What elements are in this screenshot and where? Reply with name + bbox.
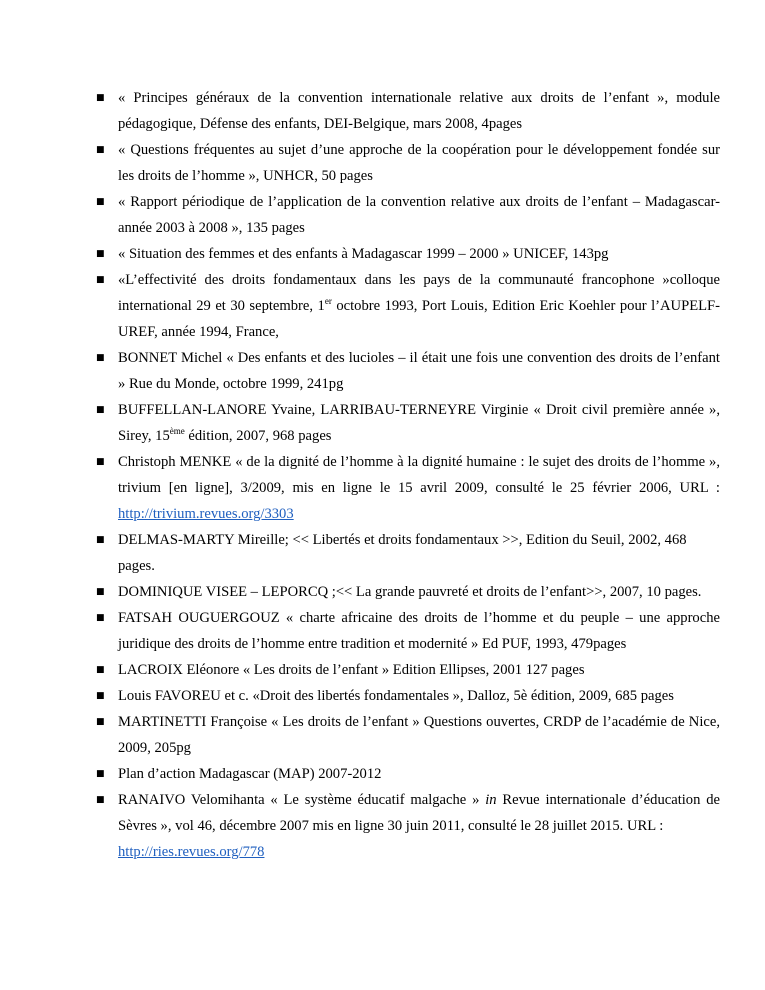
square-bullet-icon: ■	[96, 535, 105, 545]
square-bullet-icon: ■	[96, 353, 105, 363]
square-bullet-icon: ■	[96, 275, 105, 285]
entry-text: «L’effectivité des droits fondamentaux dans les pays de la communauté francophone »colloque international 29 et 30 septembre, 1	[118, 272, 720, 314]
square-bullet-icon: ■	[96, 93, 105, 103]
square-bullet-icon: ■	[96, 587, 105, 597]
entry-text: MARTINETTI Françoise « Les droits de l’enfant » Questions ouvertes, CRDP de l’académie de Nice, 2009, 205pg	[118, 714, 720, 756]
bibliography-entry	[96, 683, 720, 709]
entry-text: Revue internationale d’éducation de Sèvres », vol 46, décembre 2007 mis en ligne 30 juin 2011, consulté le 28 juillet 2015. URL :	[118, 792, 720, 834]
bibliography-entry	[96, 657, 720, 683]
bibliography-entry	[96, 267, 720, 345]
entry-text: BUFFELLAN-LANORE Yvaine, LARRIBAU-TERNEYRE Virginie « Droit civil première année », Sirey, 15	[118, 402, 720, 444]
bibliography-entry	[96, 761, 720, 787]
entry-text: édition, 2007, 968 pages	[184, 428, 332, 444]
bibliography-entry	[96, 787, 720, 865]
bibliography-entry	[96, 527, 720, 579]
entry-text: LACROIX Eléonore « Les droits de l’enfant » Edition Ellipses, 2001 127 pages	[118, 662, 585, 678]
square-bullet-icon: ■	[96, 145, 105, 155]
square-bullet-icon: ■	[96, 613, 105, 623]
square-bullet-icon: ■	[96, 691, 105, 701]
entry-text: octobre 1993, Port Louis, Edition Eric Koehler pour l’AUPELF-UREF, année 1994, France,	[118, 298, 720, 340]
square-bullet-icon: ■	[96, 665, 105, 675]
bibliography-entry	[96, 579, 720, 605]
entry-text: Louis FAVOREU et c. «Droit des libertés fondamentales », Dalloz, 5è édition, 2009, 685 pages	[118, 688, 674, 704]
square-bullet-icon: ■	[96, 717, 105, 727]
entry-text: « Rapport périodique de l’application de la convention relative aux droits de l’enfant – Madagascar-année 2003 à 2008 », 135 pages	[118, 194, 720, 236]
bibliography-entry	[96, 241, 720, 267]
square-bullet-icon: ■	[96, 457, 105, 467]
square-bullet-icon: ■	[96, 249, 105, 259]
square-bullet-icon: ■	[96, 795, 105, 805]
entry-italic: in	[485, 792, 497, 808]
entry-url-link[interactable]: http://ries.revues.org/778	[118, 844, 265, 860]
bibliography-entry	[96, 605, 720, 657]
square-bullet-icon: ■	[96, 197, 105, 207]
entry-text: DELMAS-MARTY Mireille; << Libertés et droits fondamentaux >>, Edition du Seuil, 2002, 468 pages.	[118, 532, 687, 574]
bibliography-entry	[96, 85, 720, 137]
entry-text: Christoph MENKE « de la dignité de l’homme à la dignité humaine : le sujet des droits de l’homme », trivium [en ligne], 3/2009, mis en ligne le 15 avril 2009, consulté le 25 février 2006, URL :	[118, 454, 720, 496]
entry-text: Plan d’action Madagascar (MAP) 2007-2012	[118, 766, 382, 782]
bibliography-entry	[96, 189, 720, 241]
bibliography-entry	[96, 449, 720, 527]
bibliography-entry	[96, 137, 720, 189]
bibliography-entry	[96, 397, 720, 449]
bibliography-entry	[96, 345, 720, 397]
entry-text: DOMINIQUE VISEE – LEPORCQ ;<< La grande pauvreté et droits de l’enfant>>, 2007, 10 pages.	[118, 584, 702, 600]
entry-text: « Principes généraux de la convention internationale relative aux droits de l’enfant », module pédagogique, Défense des enfants, DEI-Belgique, mars 2008, 4pages	[118, 90, 720, 132]
entry-text: « Questions fréquentes au sujet d’une approche de la coopération pour le développement fondée sur les droits de l’homme », UNHCR, 50 pages	[118, 142, 720, 184]
square-bullet-icon: ■	[96, 769, 105, 779]
entry-url-link[interactable]: http://trivium.revues.org/3303	[118, 506, 294, 522]
entry-text: RANAIVO Velomihanta « Le système éducatif malgache »	[118, 792, 486, 808]
entry-superscript: ème	[169, 426, 185, 436]
square-bullet-icon: ■	[96, 405, 105, 415]
bibliography-entry	[96, 709, 720, 761]
entry-text: FATSAH OUGUERGOUZ « charte africaine des droits de l’homme et du peuple – une approche juridique des droits de l’homme entre tradition et modernité » Ed PUF, 1993, 479pages	[118, 610, 720, 652]
bibliography-list	[96, 85, 720, 865]
entry-text: BONNET Michel « Des enfants et des lucioles – il était une fois une convention des droits de l’enfant » Rue du Monde, octobre 1999, 241pg	[118, 350, 720, 392]
entry-text: « Situation des femmes et des enfants à Madagascar 1999 – 2000 » UNICEF, 143pg	[118, 246, 609, 262]
entry-superscript: er	[324, 296, 332, 306]
